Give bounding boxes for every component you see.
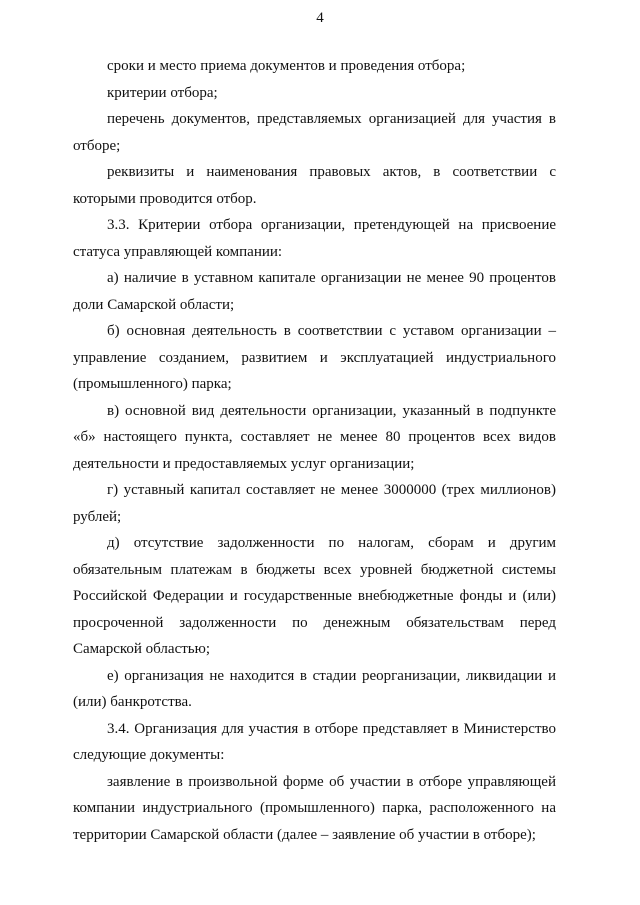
- paragraph-deadlines-place: сроки и место приема документов и проведения отбора;: [107, 58, 466, 74]
- paragraph-item-e: е) организация не находится в стадии реорганизации, ликвидации и (или) банкротства.: [73, 667, 556, 710]
- document-body: [73, 53, 556, 848]
- paragraph-section-3-4: 3.4. Организация для участия в отборе представляет в Министерство следующие документы:: [73, 720, 556, 763]
- paragraph-application: заявление в произвольной форме об участии в отборе управляющей компании индустриального (промышленного) парка, расположенного на территории Самарской области (далее – заявление об участии в отборе);: [73, 773, 556, 843]
- paragraph-item-d: д) отсутствие задолженности по налогам, сборам и другим обязательным платежам в бюджеты всех уровней бюджетной системы Российской Федерации и государственные внебюджетные фонды и (или) просроченной задолженности по денежным обязательствам перед Самарской областью;: [73, 535, 556, 657]
- paragraph-item-b: б) основная деятельность в соответствии с уставом организации – управление созданием, развитием и эксплуатацией индустриального (промышленного) парка;: [73, 323, 556, 392]
- page-number: 4: [316, 10, 324, 26]
- paragraph-section-3-3: 3.3. Критерии отбора организации, претендующей на присвоение статуса управляющей компании:: [73, 217, 556, 260]
- paragraph-item-g: г) уставный капитал составляет не менее 3000000 (трех миллионов) рублей;: [73, 482, 556, 525]
- paragraph-item-a: а) наличие в уставном капитале организации не менее 90 процентов доли Самарской области;: [73, 270, 556, 313]
- paragraph-selection-criteria: критерии отбора;: [107, 84, 218, 101]
- paragraph-legal-acts: реквизиты и наименования правовых актов, в соответствии с которыми проводится отбор.: [73, 164, 556, 207]
- paragraph-item-v: в) основной вид деятельности организации, указанный в подпункте «б» настоящего пункта, составляет не менее 80 процентов всех видов деятельности и предоставляемых услуг организации;: [73, 402, 556, 472]
- paragraph-documents-list: перечень документов, представляемых организацией для участия в отборе;: [73, 111, 556, 154]
